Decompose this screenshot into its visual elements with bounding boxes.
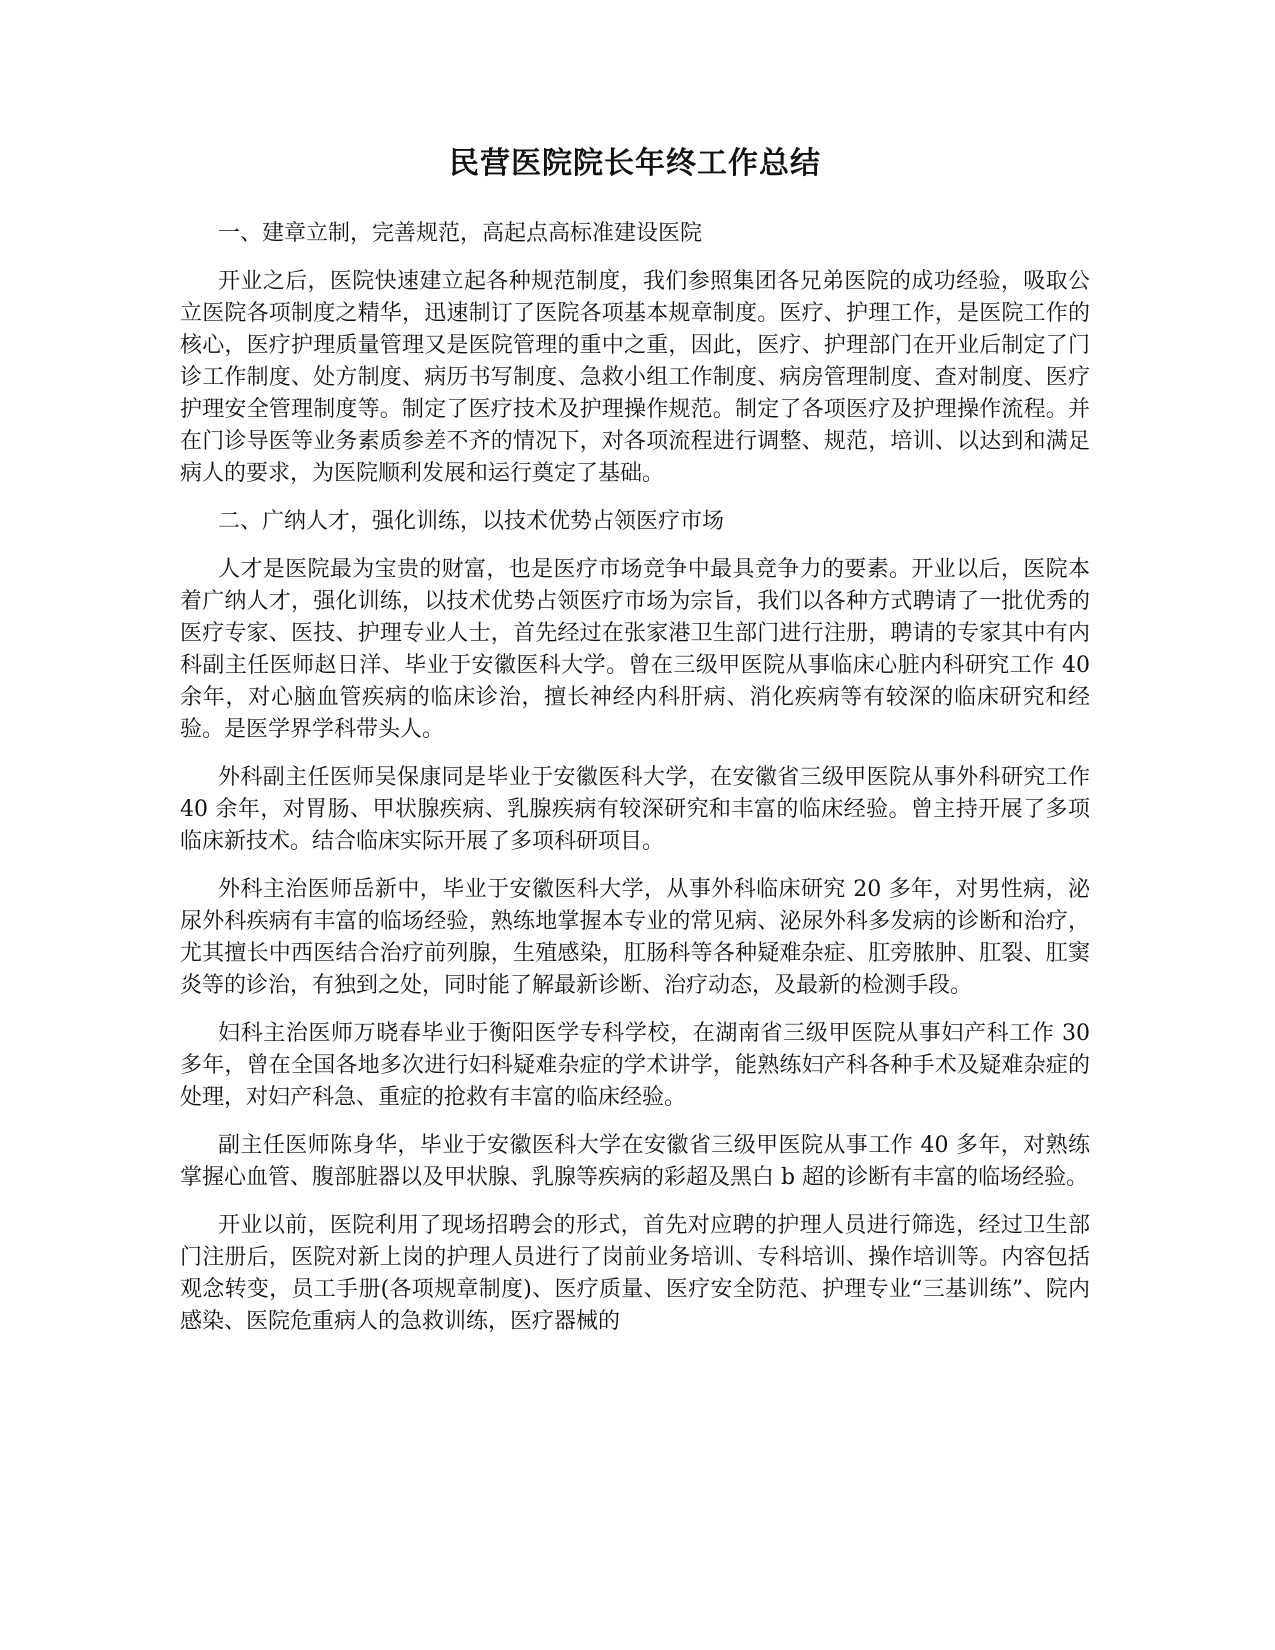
document-page	[180, 130, 1090, 1354]
section-heading: 二、广纳人才，强化训练，以技术优势占领医疗市场	[218, 509, 725, 534]
section-heading: 一、建章立制，完善规范，高起点高标准建设医院	[218, 221, 703, 246]
paragraph: 外科主治医师岳新中，毕业于安徽医科大学，从事外科临床研究 20 多年，对男性病，泌尿外科疾病有丰富的临场经验，熟练地掌握本专业的常见病、泌尿外科多发病的诊断和治疗，尤其擅长中西医结合治疗前列腺，生殖感染，肛肠科等各种疑难杂症、肛旁脓肿、肛裂、肛窦炎等的诊治，有独到之处，同时能了解最新诊断、治疗动态，及最新的检测手段。	[180, 877, 1090, 998]
document-title: 民营医院院长年终工作总结	[449, 146, 821, 181]
document-body	[180, 218, 1090, 1338]
paragraph: 人才是医院最为宝贵的财富，也是医疗市场竞争中最具竞争力的要素。开业以后，医院本着广纳人才，强化训练，以技术优势占领医疗市场为宗旨，我们以各种方式聘请了一批优秀的医疗专家、医技、护理专业人士，首先经过在张家港卫生部门进行注册，聘请的专家其中有内科副主任医师赵日洋、毕业于安徽医科大学。曾在三级甲医院从事临床心脏内科研究工作 40 余年，对心脑血管疾病的临床诊治，擅长神经内科肝病、消化疾病等有较深的临床研究和经验。是医学界学科带头人。	[180, 557, 1090, 742]
paragraph: 开业之后，医院快速建立起各种规范制度，我们参照集团各兄弟医院的成功经验，吸取公立医院各项制度之精华，迅速制订了医院各项基本规章制度。医疗、护理工作，是医院工作的核心，医疗护理质量管理又是医院管理的重中之重，因此，医疗、护理部门在开业后制定了门诊工作制度、处方制度、病历书写制度、急救小组工作制度、病房管理制度、查对制度、医疗护理安全管理制度等。制定了医疗技术及护理操作规范。制定了各项医疗及护理操作流程。并在门诊导医等业务素质参差不齐的情况下，对各项流程进行调整、规范，培训、以达到和满足病人的要求，为医院顺利发展和运行奠定了基础。	[180, 269, 1090, 486]
paragraph: 外科副主任医师吴保康同是毕业于安徽医科大学，在安徽省三级甲医院从事外科研究工作 40 余年，对胃肠、甲状腺疾病、乳腺疾病有较深研究和丰富的临床经验。曾主持开展了多项临床新技术。结合临床实际开展了多项科研项目。	[180, 765, 1090, 854]
paragraph: 开业以前，医院利用了现场招聘会的形式，首先对应聘的护理人员进行筛选，经过卫生部门注册后，医院对新上岗的护理人员进行了岗前业务培训、专科培训、操作培训等。内容包括观念转变，员工手册(各项规章制度)、医疗质量、医疗安全防范、护理专业“三基训练”、院内感染、医院危重病人的急救训练，医疗器械的	[180, 1213, 1090, 1334]
paragraph: 副主任医师陈身华，毕业于安徽医科大学在安徽省三级甲医院从事工作 40 多年，对熟练掌握心血管、腹部脏器以及甲状腺、乳腺等疾病的彩超及黑白 b 超的诊断有丰富的临场经验。	[180, 1133, 1090, 1190]
paragraph: 妇科主治医师万晓春毕业于衡阳医学专科学校，在湖南省三级甲医院从事妇产科工作 30 多年，曾在全国各地多次进行妇科疑难杂症的学术讲学，能熟练妇产科各种手术及疑难杂症的处理，对妇产科急、重症的抢救有丰富的临床经验。	[180, 1021, 1090, 1110]
